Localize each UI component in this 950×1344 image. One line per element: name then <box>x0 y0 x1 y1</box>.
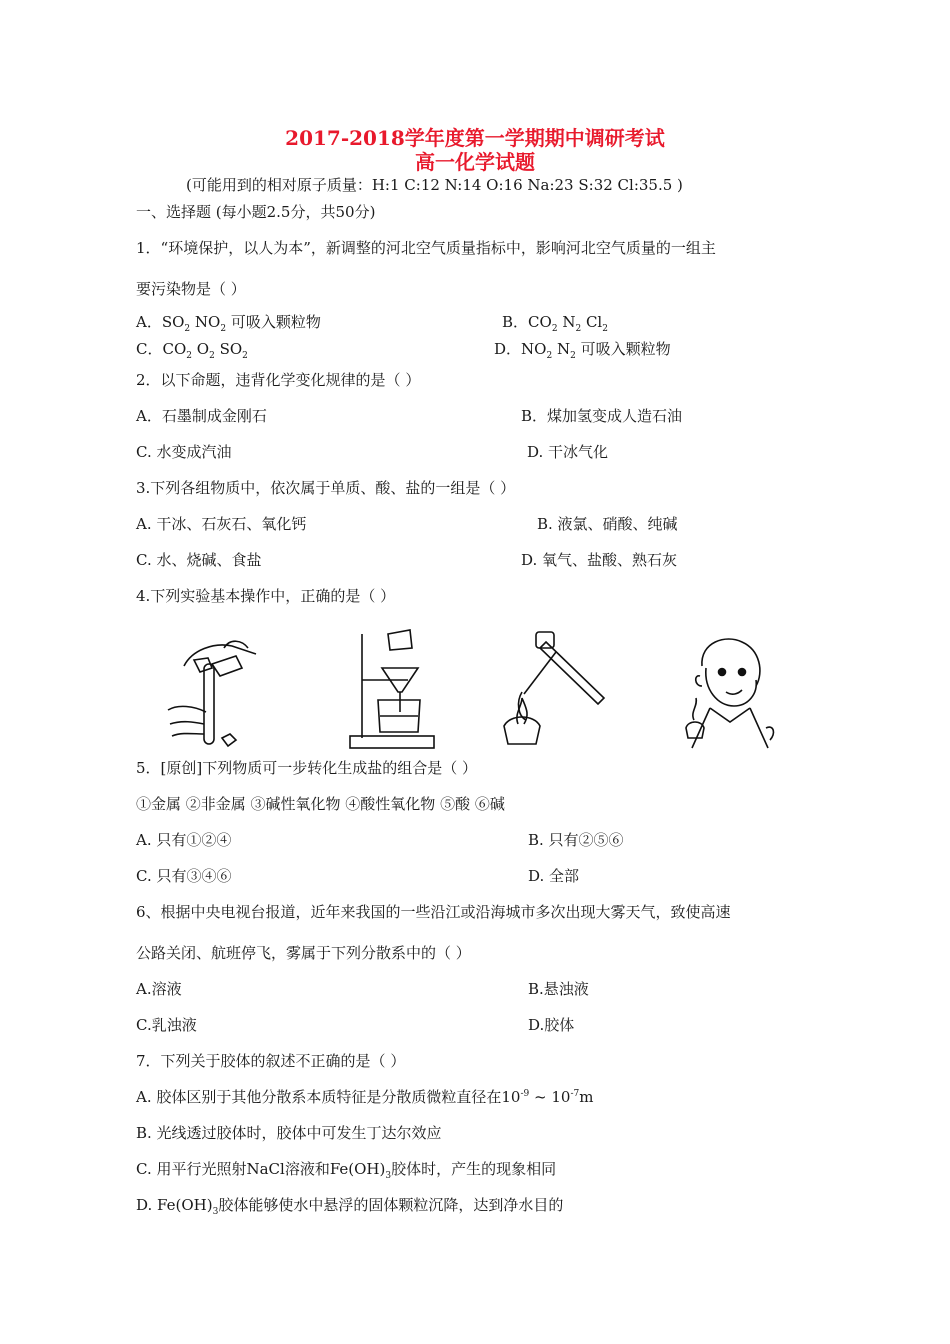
q6-option-a: A.溶液 <box>136 980 182 998</box>
atomic-masses: (可能用到的相对原子质量：H:1 C:12 N:14 O:16 Na:23 S:32 Cl:35.5 ) <box>186 176 683 194</box>
q5-option-a: A. 只有①②④ <box>136 831 232 849</box>
q4-stem: 4.下列实验基本操作中，正确的是（ ） <box>136 587 396 605</box>
q3-option-b: B. 液氯、硝酸、纯碱 <box>537 515 678 533</box>
q5-options-list: ①金属 ②非金属 ③碱性氧化物 ④酸性氧化物 ⑤酸 ⑥碱 <box>136 795 505 813</box>
q5-stem: 5．[原创]下列物质可一步转化生成盐的组合是（ ） <box>136 759 478 777</box>
exam-title: 2017-2018学年度第一学期期中调研考试 <box>285 126 665 150</box>
q1-option-c: C．$CO_2$ $O_2$ $SO_2$ <box>136 340 248 361</box>
q3-option-a: A. 干冰、石灰石、氧化钙 <box>136 515 307 533</box>
q2-option-c: C. 水变成汽油 <box>136 443 232 461</box>
q6-stem-line2: 公路关闭、航班停飞，雾属于下列分散系中的（ ） <box>136 944 471 962</box>
figure-boy-alcohol-lamp <box>680 628 780 752</box>
q7-option-a: A. 胶体区别于其他分散系本质特征是分散质微粒直径在$10^{-9}$ ~ $10^{-7}m$ <box>136 1088 594 1106</box>
q3-option-d: D. 氧气、盐酸、熟石灰 <box>521 551 678 569</box>
q2-option-a: A．石墨制成金刚石 <box>136 407 267 425</box>
q7-stem: 7．下列关于胶体的叙述不正确的是（ ） <box>136 1052 406 1070</box>
q7-option-b: B. 光线透过胶体时，胶体中可发生丁达尔效应 <box>136 1124 442 1142</box>
q1-option-a: A．$SO_2$ $NO_2$ 可吸入颗粒物 <box>136 313 321 334</box>
q7-option-d: D. $Fe(OH)_3$胶体能够使水中悬浮的固体颗粒沉降，达到净水目的 <box>136 1196 564 1217</box>
figure-filtration-setup <box>348 628 438 752</box>
q6-option-b: B.悬浊液 <box>528 980 589 998</box>
figure-pouring-test-tube <box>164 628 264 752</box>
q5-option-b: B. 只有②⑤⑥ <box>528 831 624 849</box>
q6-option-d: D.胶体 <box>528 1016 575 1034</box>
q2-option-d: D. 干冰气化 <box>527 443 609 461</box>
section-heading: 一、选择题 (每小题2.5分，共50分) <box>136 203 376 221</box>
q7-option-c: C. 用平行光照射NaCl溶液和$Fe(OH)_3$胶体时，产生的现象相同 <box>136 1160 557 1181</box>
q1-option-b: B．$CO_2$ $N_2$ $Cl_2$ <box>502 313 608 334</box>
q2-option-b: B．煤加氢变成人造石油 <box>521 407 683 425</box>
figure-heating-test-tube <box>496 628 614 752</box>
q6-stem-line1: 6、根据中央电视台报道，近年来我国的一些沿江或沿海城市多次出现大雾天气，致使高速 <box>136 903 731 921</box>
q5-option-d: D. 全部 <box>528 867 580 885</box>
q6-option-c: C.乳浊液 <box>136 1016 197 1034</box>
q1-option-d: D．$NO_2$ $N_2$ 可吸入颗粒物 <box>494 340 671 361</box>
q3-option-c: C. 水、烧碱、食盐 <box>136 551 262 569</box>
q1-stem-line1: 1．“环境保护，以人为本”，新调整的河北空气质量指标中，影响河北空气质量的一组主 <box>136 239 716 257</box>
q5-option-c: C. 只有③④⑥ <box>136 867 232 885</box>
exam-subtitle: 高一化学试题 <box>415 150 535 174</box>
q3-stem: 3.下列各组物质中，依次属于单质、酸、盐的一组是（ ） <box>136 479 516 497</box>
q2-stem: 2．以下命题，违背化学变化规律的是（ ） <box>136 371 421 389</box>
q1-stem-line2: 要污染物是（ ） <box>136 280 246 298</box>
